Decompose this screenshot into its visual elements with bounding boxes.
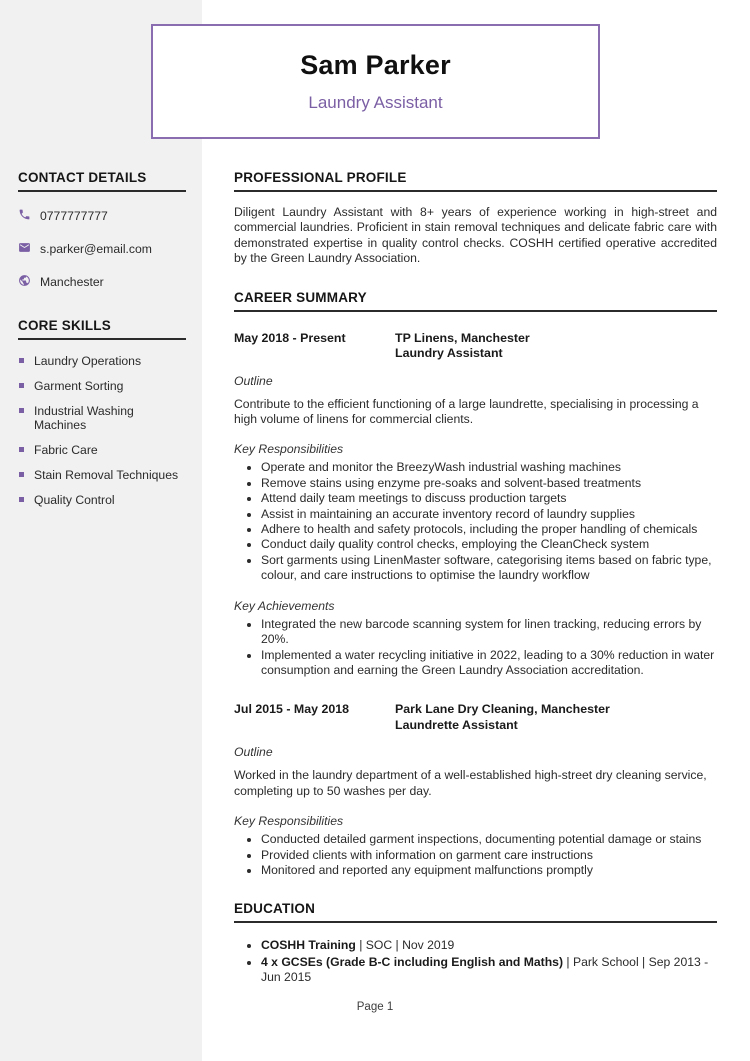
job-role: Laundry Assistant <box>395 346 503 361</box>
candidate-job-title: Laundry Assistant <box>308 93 443 112</box>
envelope-icon <box>18 241 31 257</box>
education-item <box>261 938 717 954</box>
key-responsibilities-label: Key Responsibilities <box>234 814 344 829</box>
professional-profile-heading: PROFESSIONAL PROFILE <box>234 170 717 192</box>
globe-icon <box>18 274 31 290</box>
responsibilities-list <box>234 460 717 583</box>
responsibility-item: • Attend daily team meetings to discuss production targets <box>261 491 717 506</box>
skill-item: Fabric Care <box>18 443 186 457</box>
professional-profile-text: Diligent Laundry Assistant with 8+ years of experience working in high-street and commercial laundries. Proficient in stain removal techniques and delicate fabric care with demonstrated expertise in quality control checks. COSHH certified operative accredited by the Green Laundry Association. <box>234 205 717 266</box>
achievement-item: • Implemented a water recycling initiative in 2022, leading to a 30% reduction in water consumption and earning the Green Laundry Association accreditation. <box>261 648 717 679</box>
contact-item-phone <box>18 208 186 224</box>
sidebar-background <box>0 0 202 1061</box>
education-heading: EDUCATION <box>234 901 717 923</box>
achievement-item: • Integrated the new barcode scanning system for linen tracking, reducing errors by 20%. <box>261 617 717 648</box>
contact-list <box>18 208 186 290</box>
job-company: Park Lane Dry Cleaning, Manchester <box>395 702 610 717</box>
responsibility-item: • Remove stains using enzyme pre-soaks and solvent-based treatments <box>261 476 717 491</box>
responsibility-item: • Operate and monitor the BreezyWash industrial washing machines <box>261 460 717 475</box>
contact-phone-text: 0777777777 <box>40 209 108 223</box>
education-item-title: 4 x GCSEs (Grade B-C including English and Maths) <box>261 954 564 969</box>
phone-icon <box>18 208 31 224</box>
core-skills-heading: CORE SKILLS <box>18 318 186 340</box>
job-role: Laundrette Assistant <box>395 717 518 732</box>
job-company-role <box>395 702 717 733</box>
contact-location-text: Manchester <box>40 275 104 289</box>
key-achievements-label: Key Achievements <box>234 598 335 613</box>
core-skills-list <box>18 354 186 507</box>
contact-details-heading: CONTACT DETAILS <box>18 170 186 192</box>
job-company-role <box>395 331 717 362</box>
job-company: TP Linens, Manchester <box>395 330 530 345</box>
responsibility-item: • Conducted detailed garment inspections, documenting potential damage or stains <box>261 832 717 847</box>
skill-item: Industrial Washing Machines <box>18 404 186 432</box>
contact-item-email <box>18 241 186 257</box>
job-outline-text: Contribute to the efficient functioning of a large laundrette, specialising in processing a high volume of linens for commercial clients. <box>234 396 699 427</box>
header-name-box <box>151 24 600 139</box>
responsibility-item: • Conduct daily quality control checks, employing the CleanCheck system <box>261 537 717 552</box>
outline-label: Outline <box>234 373 273 388</box>
education-list <box>234 938 717 986</box>
main-column <box>234 170 717 987</box>
responsibilities-list <box>234 832 717 878</box>
responsibility-item: • Provided clients with information on garment care instructions <box>261 848 717 863</box>
key-responsibilities-label: Key Responsibilities <box>234 442 344 457</box>
candidate-name: Sam Parker <box>300 50 451 80</box>
career-summary-heading: CAREER SUMMARY <box>234 290 717 312</box>
contact-email-text: s.parker@email.com <box>40 242 152 256</box>
contact-item-location <box>18 274 186 290</box>
responsibility-item: • Adhere to health and safety protocols, including the proper handling of chemicals <box>261 522 717 537</box>
responsibility-item: • Monitored and reported any equipment malfunctions promptly <box>261 863 717 878</box>
job-dates: May 2018 - Present <box>234 330 346 345</box>
skill-item: Laundry Operations <box>18 354 186 368</box>
job-header <box>234 702 717 733</box>
job-dates: Jul 2015 - May 2018 <box>234 702 350 717</box>
skill-item: Quality Control <box>18 493 186 507</box>
outline-label: Outline <box>234 745 273 760</box>
education-item-detail: | SOC | Nov 2019 <box>355 938 455 953</box>
page-number: Page 1 <box>356 1001 394 1013</box>
achievements-list <box>234 617 717 679</box>
responsibility-item: • Sort garments using LinenMaster software, categorising items based on fabric type, colour, and care instructions to optimise the laundry workflow <box>261 553 717 584</box>
education-item <box>261 955 717 986</box>
skill-item: Stain Removal Techniques <box>18 468 186 482</box>
responsibility-item: • Assist in maintaining an accurate inventory record of laundry supplies <box>261 507 717 522</box>
sidebar <box>18 170 186 518</box>
skill-item: Garment Sorting <box>18 379 186 393</box>
job-header <box>234 331 717 362</box>
core-skills-section <box>18 318 186 507</box>
job-outline-text: Worked in the laundry department of a well-established high-street dry cleaning service, completing up to 50 washes per day. <box>234 768 707 798</box>
education-item-title: COSHH Training <box>261 938 356 953</box>
education-item-detail: | Park School | Sep 2013 - Jun 2015 <box>261 954 709 985</box>
